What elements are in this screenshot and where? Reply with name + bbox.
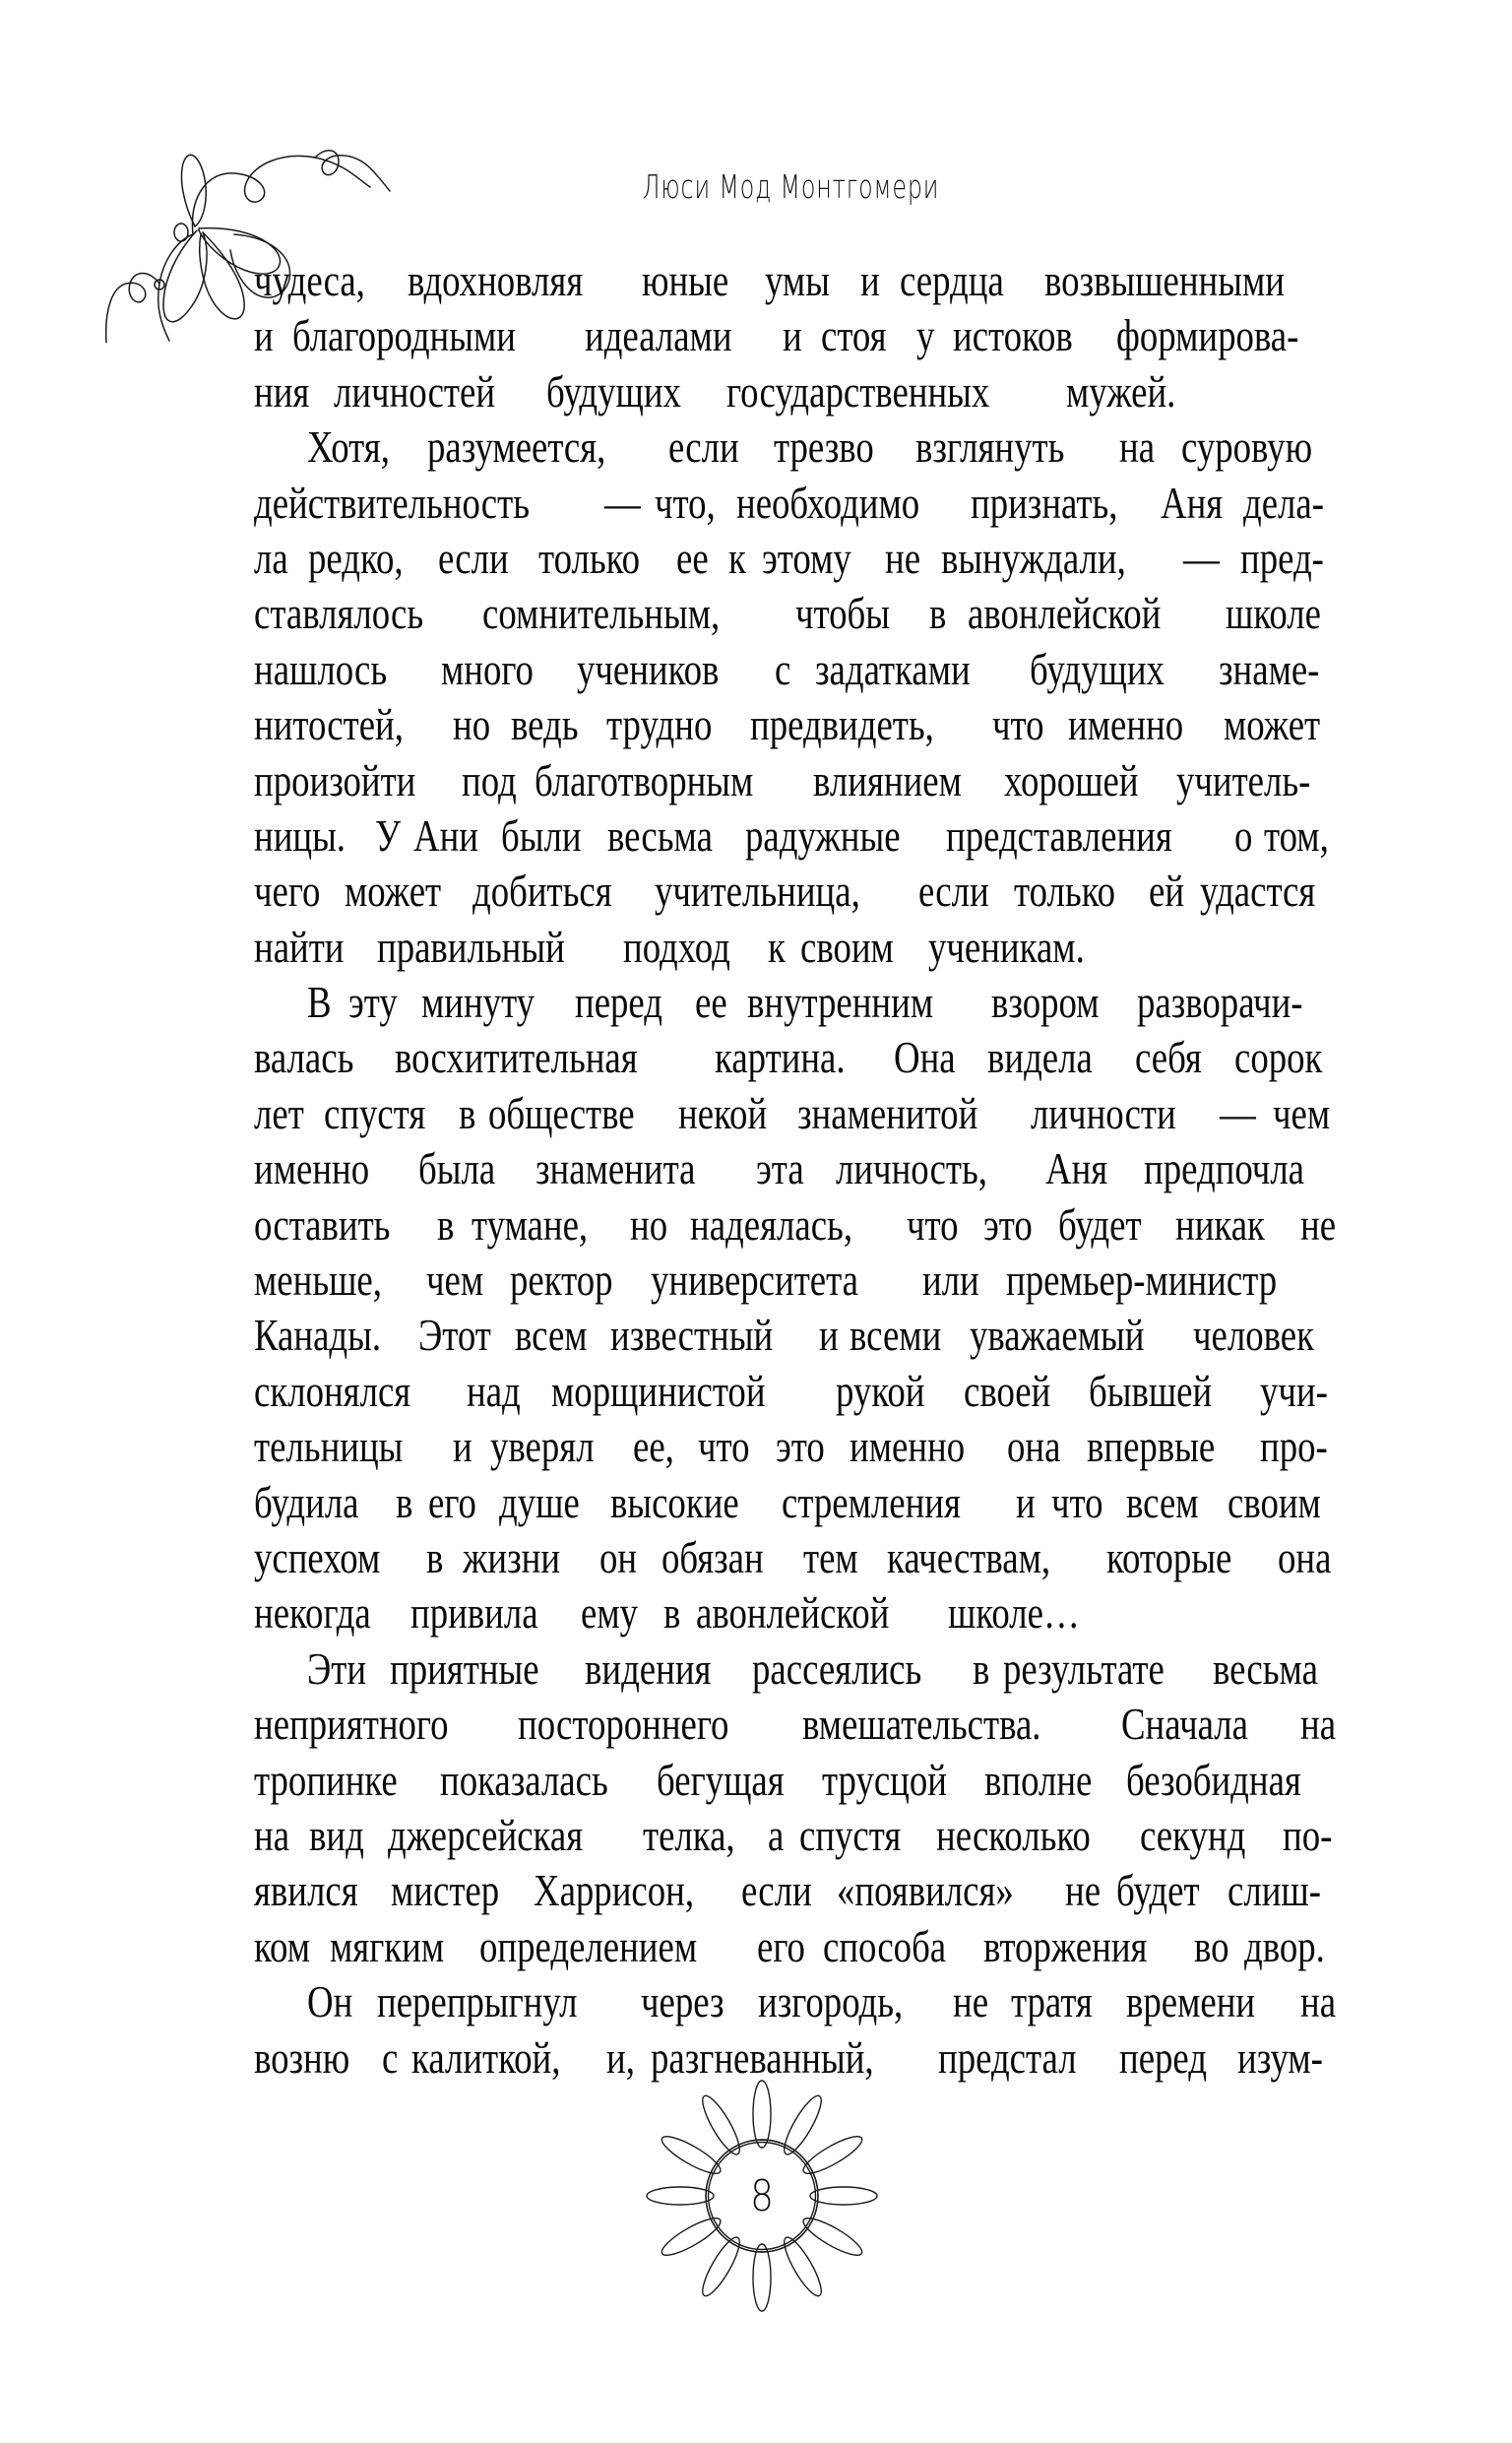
word: и, — [605, 2031, 635, 2083]
word: будила — [254, 1476, 359, 1527]
word: картина. — [714, 1032, 846, 1083]
word: определением — [478, 1920, 697, 1971]
word: чудеса, — [254, 255, 365, 305]
body-text — [254, 255, 1345, 2090]
word: минуту — [421, 977, 536, 1028]
word: ницы. — [254, 809, 346, 861]
word: если — [918, 866, 989, 917]
word: постороннего — [517, 1699, 729, 1750]
text-line — [254, 1587, 1345, 1645]
word: обществе — [487, 1087, 635, 1138]
word: «появился» — [837, 1865, 1014, 1916]
word: вторжения — [982, 1920, 1148, 1971]
word: Харрисон, — [534, 1865, 695, 1916]
word: — — [1220, 1087, 1257, 1138]
word: перед — [574, 977, 662, 1028]
word: она — [1277, 1531, 1332, 1582]
word: тропинке — [254, 1754, 398, 1805]
word: сомнительным, — [481, 588, 720, 639]
word: и — [819, 1310, 840, 1361]
word: и — [783, 310, 802, 361]
word: Эти — [307, 1642, 367, 1694]
word: знаменита — [535, 1143, 696, 1194]
word: подход — [622, 921, 730, 972]
word: рукой — [835, 1365, 925, 1416]
word: чего — [254, 866, 321, 917]
word: он — [598, 1531, 638, 1582]
word: лет — [254, 1087, 304, 1138]
word: университета — [651, 1254, 859, 1306]
word: учеников — [576, 643, 720, 694]
word: что — [991, 699, 1044, 750]
word: ему — [581, 1587, 639, 1639]
word: в — [396, 1476, 413, 1527]
word: ставлялось — [254, 588, 424, 639]
word: личности — [1030, 1087, 1176, 1138]
word: Аня — [1045, 1143, 1108, 1194]
word: бывшей — [1089, 1365, 1213, 1416]
word: всем — [514, 1310, 588, 1361]
text-line — [254, 310, 1345, 368]
word: что — [906, 1198, 959, 1250]
word: не — [885, 532, 921, 583]
word: будет — [1057, 1198, 1142, 1250]
word: предстал — [937, 2031, 1077, 2083]
word: Он — [307, 1976, 353, 2027]
word: неприятного — [254, 1699, 449, 1750]
word: человек — [1193, 1310, 1315, 1361]
word: не — [1299, 1198, 1336, 1250]
word: только — [537, 532, 640, 583]
word: через — [641, 1976, 724, 2027]
word: уверял — [490, 1421, 595, 1472]
word: У — [374, 809, 401, 861]
word: добиться — [472, 866, 612, 917]
word: это — [775, 1421, 825, 1472]
word: в — [437, 1198, 455, 1250]
word: жизни — [463, 1531, 561, 1582]
word: необходимо — [735, 477, 920, 528]
word: ученикам. — [927, 921, 1085, 972]
word: хорошей — [1003, 754, 1139, 805]
word: знаменитой — [797, 1087, 978, 1138]
word: способа — [823, 1920, 947, 1971]
word: секунд — [1140, 1809, 1246, 1860]
word: которые — [1105, 1531, 1231, 1582]
text-line — [254, 588, 1345, 646]
word: школе… — [948, 1587, 1080, 1639]
word: трудно — [606, 699, 713, 750]
word: с — [775, 643, 791, 694]
word: если — [438, 532, 510, 583]
word: формирова- — [1116, 310, 1299, 361]
word: привила — [410, 1587, 539, 1639]
word: о — [1234, 809, 1253, 861]
word: про- — [1259, 1421, 1328, 1472]
word: и — [254, 310, 274, 361]
word: своим — [800, 921, 895, 972]
word: слиш- — [1228, 1865, 1322, 1916]
word: всеми — [849, 1310, 941, 1361]
word: и — [860, 255, 881, 305]
word: валась — [254, 1032, 354, 1083]
word: что, — [655, 477, 716, 528]
word: действительность — [254, 477, 531, 528]
word: мужей. — [1065, 365, 1176, 417]
word: видения — [585, 1642, 712, 1694]
word: именно — [254, 1143, 370, 1194]
word: морщинистой — [550, 1365, 766, 1416]
text-line — [254, 1642, 1345, 1702]
word: показалась — [439, 1754, 608, 1805]
word: много — [440, 643, 534, 694]
word: влиянием — [813, 754, 963, 805]
word: вынуждали, — [940, 532, 1126, 583]
text-line — [254, 1976, 1345, 2034]
word: предвидеть, — [750, 699, 935, 750]
text-line — [254, 1143, 1345, 1201]
word: задатками — [815, 643, 971, 694]
word: учи- — [1259, 1365, 1328, 1416]
word: — — [1183, 532, 1220, 583]
word: двор. — [1243, 1920, 1325, 1971]
word: Аня — [1160, 477, 1223, 528]
word: государственных — [725, 365, 989, 417]
word: восхитительная — [395, 1032, 638, 1083]
word: умы — [765, 255, 830, 305]
word: том, — [1263, 809, 1329, 861]
word: чтобы — [794, 588, 890, 639]
word: предпочла — [1144, 1143, 1305, 1194]
word: произойти — [254, 754, 416, 805]
word: трезво — [773, 421, 874, 473]
word: правильный — [377, 921, 566, 972]
word: истоков — [952, 310, 1073, 361]
word: некогда — [254, 1587, 371, 1639]
word: но — [452, 699, 490, 750]
word: мягким — [330, 1920, 445, 1971]
word: возвышенными — [1044, 255, 1286, 305]
text-line — [254, 643, 1345, 702]
word: качествам, — [886, 1531, 1051, 1582]
word: школе — [1225, 588, 1321, 639]
word: была — [418, 1143, 496, 1194]
word: мистер — [391, 1865, 500, 1916]
word: будущих — [546, 365, 682, 417]
word: авонлейской — [695, 1587, 890, 1639]
text-line — [254, 1032, 1345, 1090]
word: возню — [254, 2031, 350, 2083]
word: тем — [803, 1531, 858, 1582]
word: но — [630, 1198, 668, 1250]
text-line — [254, 477, 1345, 536]
word: будет — [1116, 1865, 1200, 1916]
word: в — [459, 1087, 476, 1138]
text-line — [254, 699, 1345, 757]
word: а — [768, 1809, 785, 1860]
word: ее, — [633, 1421, 675, 1472]
word: своей — [963, 1365, 1051, 1416]
word: редко, — [308, 532, 404, 583]
word: разгневанный, — [650, 2031, 874, 2083]
word: будущих — [1030, 643, 1165, 694]
word: меньше, — [254, 1254, 382, 1306]
text-line — [254, 1809, 1345, 1868]
word: весьма — [1213, 1642, 1319, 1694]
word: идеалами — [585, 310, 732, 361]
word: в — [662, 1587, 681, 1639]
word: может — [1224, 699, 1321, 750]
text-line — [254, 1310, 1345, 1368]
text-line — [254, 1254, 1345, 1313]
word: дела- — [1243, 477, 1325, 528]
running-head-text: Люси Мод Монтгомери — [642, 167, 939, 206]
word: именно — [850, 1421, 966, 1472]
word: были — [500, 809, 582, 861]
word: знаме- — [1218, 643, 1320, 694]
word: спустя — [798, 1809, 901, 1860]
word: рассеялись — [751, 1642, 922, 1694]
text-line — [254, 809, 1345, 868]
word: эта — [755, 1143, 804, 1194]
word: премьер-министр — [1006, 1254, 1278, 1306]
text-line — [254, 868, 1345, 924]
word: времени — [1125, 1976, 1255, 2027]
word: нитостей, — [254, 699, 404, 750]
word: именно — [1068, 699, 1184, 750]
word: ведь — [511, 699, 579, 750]
word: трусцой — [822, 1754, 948, 1805]
word: ее — [676, 532, 709, 583]
word: и — [453, 1421, 473, 1472]
word: — — [603, 477, 641, 528]
word: джерсейская — [388, 1809, 584, 1860]
word: у — [915, 310, 935, 361]
word: всем — [1126, 1476, 1200, 1527]
word: некой — [678, 1087, 768, 1138]
word: или — [922, 1254, 980, 1306]
word: личность, — [836, 1143, 988, 1194]
word: тумане, — [472, 1198, 589, 1250]
text-line — [254, 1699, 1345, 1757]
word: благотворным — [535, 754, 754, 805]
word: над — [467, 1365, 521, 1416]
word: на — [254, 1809, 290, 1860]
word: взором — [990, 977, 1100, 1028]
word: найти — [254, 921, 345, 972]
word: ректор — [510, 1254, 613, 1306]
word: она — [1006, 1421, 1061, 1472]
text-line — [254, 1754, 1345, 1813]
word: обязан — [661, 1531, 764, 1582]
word: явился — [254, 1865, 358, 1916]
word: Сначала — [1120, 1699, 1248, 1750]
word: никак — [1174, 1198, 1265, 1250]
word: нашлось — [254, 643, 388, 694]
text-line — [254, 1365, 1345, 1424]
word: сердца — [899, 255, 1004, 305]
word: удастся — [1200, 866, 1316, 917]
word: надеялась, — [690, 1198, 853, 1250]
word: своим — [1228, 1476, 1322, 1527]
word: перед — [1119, 2031, 1208, 2083]
word: это — [983, 1198, 1034, 1250]
word: разворачи- — [1137, 977, 1303, 1028]
word: стремления — [782, 1476, 962, 1527]
word: юные — [641, 255, 729, 305]
word: благородными — [291, 310, 516, 361]
word: что — [1050, 1476, 1103, 1527]
word: может — [344, 866, 441, 917]
word: внутренним — [746, 977, 933, 1028]
text-line — [254, 421, 1345, 480]
word: если — [667, 421, 739, 473]
word: если — [741, 1865, 812, 1916]
word: себя — [1134, 1032, 1202, 1083]
page-number: 8 — [750, 2170, 774, 2221]
word: В — [307, 977, 332, 1028]
word: на — [1299, 1976, 1336, 2027]
word: видела — [986, 1032, 1093, 1083]
word: учитель- — [1176, 754, 1311, 805]
word: вполне — [984, 1754, 1093, 1805]
word: спустя — [324, 1087, 426, 1138]
word: результате — [1002, 1642, 1165, 1694]
word: суровую — [1180, 421, 1312, 473]
word: перепрыгнул — [377, 1976, 578, 2027]
text-line — [254, 1087, 1345, 1146]
word: сорок — [1234, 1032, 1323, 1083]
word: к — [727, 532, 746, 583]
word: ком — [254, 1920, 310, 1971]
word: радужные — [745, 809, 901, 861]
word: чем — [1273, 1087, 1331, 1138]
word: несколько — [936, 1809, 1092, 1860]
word: к — [767, 921, 786, 972]
word: ла — [254, 532, 288, 583]
text-line — [254, 532, 1345, 591]
text-line — [254, 1476, 1345, 1535]
folio-ornament — [0, 2073, 1512, 2319]
running-head — [0, 167, 1512, 206]
word: бегущая — [656, 1754, 785, 1805]
word: стоя — [820, 310, 887, 361]
word: в — [929, 588, 947, 639]
word: тратя — [1010, 1976, 1093, 2027]
word: авонлейской — [967, 588, 1162, 639]
word: и — [1016, 1476, 1037, 1527]
word: пред- — [1239, 532, 1324, 583]
word: Ани — [412, 809, 478, 861]
word: эту — [348, 977, 399, 1028]
word: Канады. — [254, 1310, 382, 1361]
text-line — [254, 1421, 1345, 1479]
word: представления — [945, 809, 1172, 861]
word: учительница, — [654, 866, 860, 917]
text-line — [254, 365, 1345, 424]
word: не — [952, 1976, 989, 2027]
word: вдохновляя — [408, 255, 584, 305]
word: ей — [1148, 866, 1184, 917]
word: уважаемый — [969, 1310, 1145, 1361]
text-line — [254, 754, 1345, 813]
word: Этот — [417, 1310, 491, 1361]
word: на — [1119, 421, 1156, 473]
word: разумеется, — [427, 421, 606, 473]
text-line — [254, 1865, 1345, 1923]
word: телка, — [642, 1809, 735, 1860]
word: душе — [498, 1476, 580, 1527]
word: в — [973, 1642, 990, 1694]
text-line — [254, 921, 1345, 980]
word: Она — [894, 1032, 956, 1083]
word: с — [382, 2031, 399, 2083]
text-line — [254, 1198, 1345, 1257]
word: вид — [308, 1809, 364, 1860]
word: склонялся — [254, 1365, 411, 1416]
word: изум- — [1237, 2031, 1324, 2083]
text-line — [254, 1920, 1345, 1979]
word: личностей — [334, 365, 496, 417]
text-line — [254, 977, 1345, 1035]
word: весьма — [607, 809, 713, 861]
text-line — [254, 1531, 1345, 1590]
word: ее — [695, 977, 728, 1028]
word: во — [1194, 1920, 1229, 1971]
word: известный — [610, 1310, 774, 1361]
word: тельницы — [254, 1421, 404, 1472]
word: ния — [254, 365, 310, 417]
word: оставить — [254, 1198, 391, 1250]
word: приятные — [389, 1642, 539, 1694]
word: его — [427, 1476, 476, 1527]
word: вмешательства. — [801, 1699, 1041, 1750]
word: в — [426, 1531, 444, 1582]
text-line — [254, 255, 1345, 313]
word: изгородь, — [758, 1976, 904, 2027]
word: его — [757, 1920, 806, 1971]
word: чем — [425, 1254, 484, 1306]
word: признать, — [971, 477, 1118, 528]
word: только — [1014, 866, 1116, 917]
word: впервые — [1087, 1421, 1216, 1472]
word: по- — [1282, 1809, 1333, 1860]
word: под — [461, 754, 517, 805]
word: Хотя, — [307, 421, 390, 473]
word: высокие — [609, 1476, 739, 1527]
word: на — [1299, 1699, 1336, 1750]
word: калиткой, — [410, 2031, 561, 2083]
word: безобидная — [1125, 1754, 1301, 1805]
word: взглянуть — [915, 421, 1065, 473]
word: этому — [761, 532, 851, 583]
word: успехом — [254, 1531, 381, 1582]
word: не — [1065, 1865, 1102, 1916]
word: что — [697, 1421, 750, 1472]
